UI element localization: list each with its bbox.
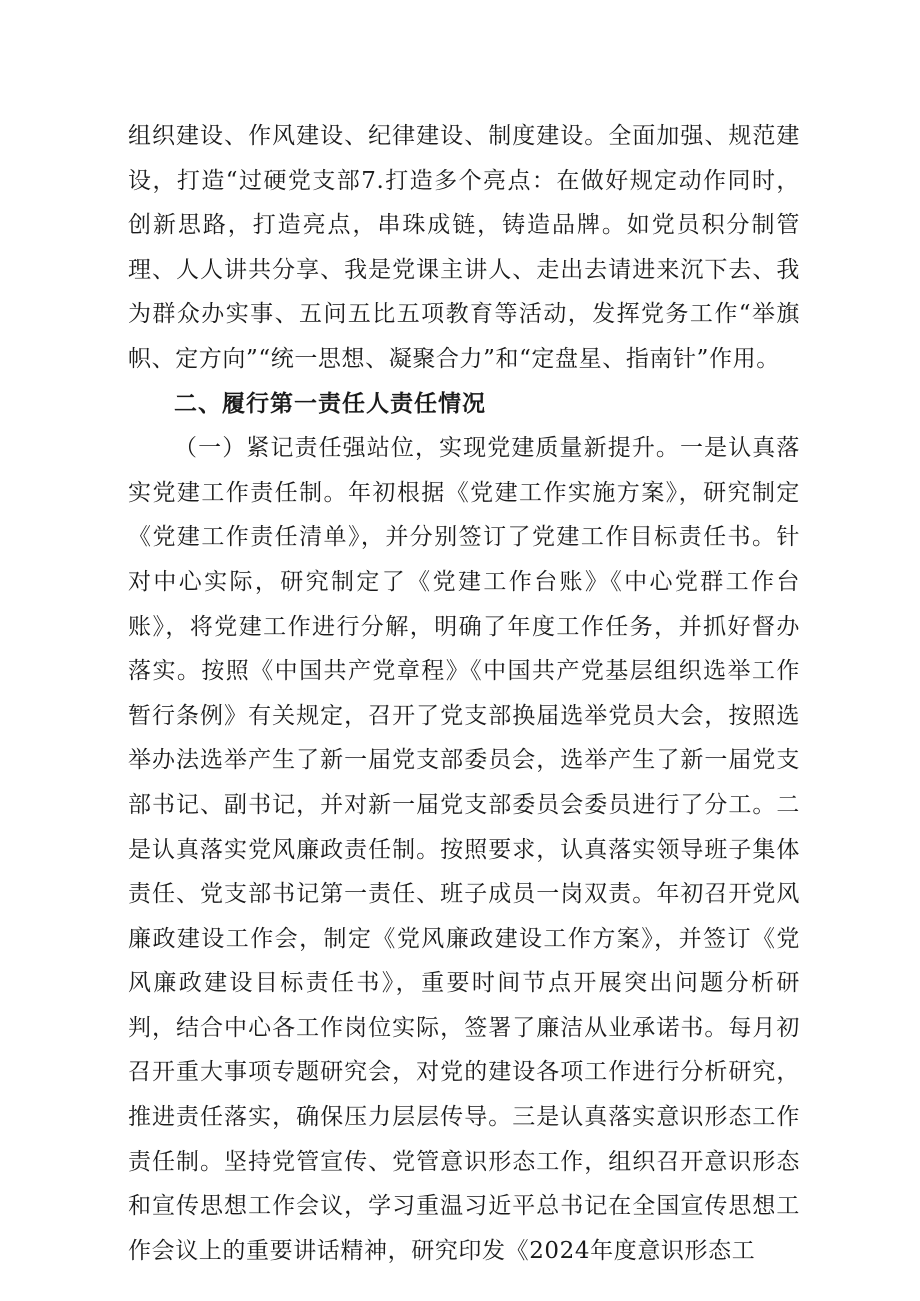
paragraph-body: （一）紧记责任强站位，实现党建质量新提升。一是认真落实党建工作责任制。年初根据《党建工作实施方案》，研究制定《党建工作责任清单》，并分别签订了党建工作目标责任书。针对中心实际，研究制定了《党建工作台账》《中心党群工作台账》，将党建工作进行分解，明确了年度工作任务，并抓好督办落实。按照《中国共产党章程》《中国共产党基层组织选举工作暂行条例》有关规定，召开了党支部换届选举党员大会，按照选举办法选举产生了新一届党支部委员会，选举产生了新一届党支部书记、副书记，并对新一届党支部委员会委员进行了分工。二是认真落实党风廉政责任制。按照要求，认真落实领导班子集体责任、党支部书记第一责任、班子成员一岗双责。年初召开党风廉政建设工作会，制定《党风廉政建设工作方案》，并签订《党风廉政建设目标责任书》，重要时间节点开展突出问题分析研判，结合中心各工作岗位实际，签署了廉洁从业承诺书。每月初召开重大事项专题研究会，对党的建设各项工作进行分析研究，推进责任落实，确保压力层层传导。三是认真落实意识形态工作责任制。坚持党管宣传、党管意识形态工作，组织召开意识形态和宣传思想工作会议，学习重温习近平总书记在全国宣传思想工作会议上的重要讲话精神，研究印发《2024年度意识形态工: [128, 435, 800, 1264]
section-heading: 二、履行第一责任人责任情况: [174, 390, 486, 417]
paragraph-continuation: 组织建设、作风建设、纪律建设、制度建设。全面加强、规范建设，打造“过硬党支部7.打造多个亮点：在做好规定动作同时，创新思路，打造亮点，串珠成链，铸造品牌。如党员积分制管理、人人讲共分享、我是党课主讲人、走出去请进来沉下去、我为群众办实事、五问五比五项教育等活动，发挥党务工作“举旗帜、定方向”“统一思想、凝聚合力”和“定盘星、指南针”作用。: [128, 123, 800, 372]
document-body: [128, 114, 800, 1273]
